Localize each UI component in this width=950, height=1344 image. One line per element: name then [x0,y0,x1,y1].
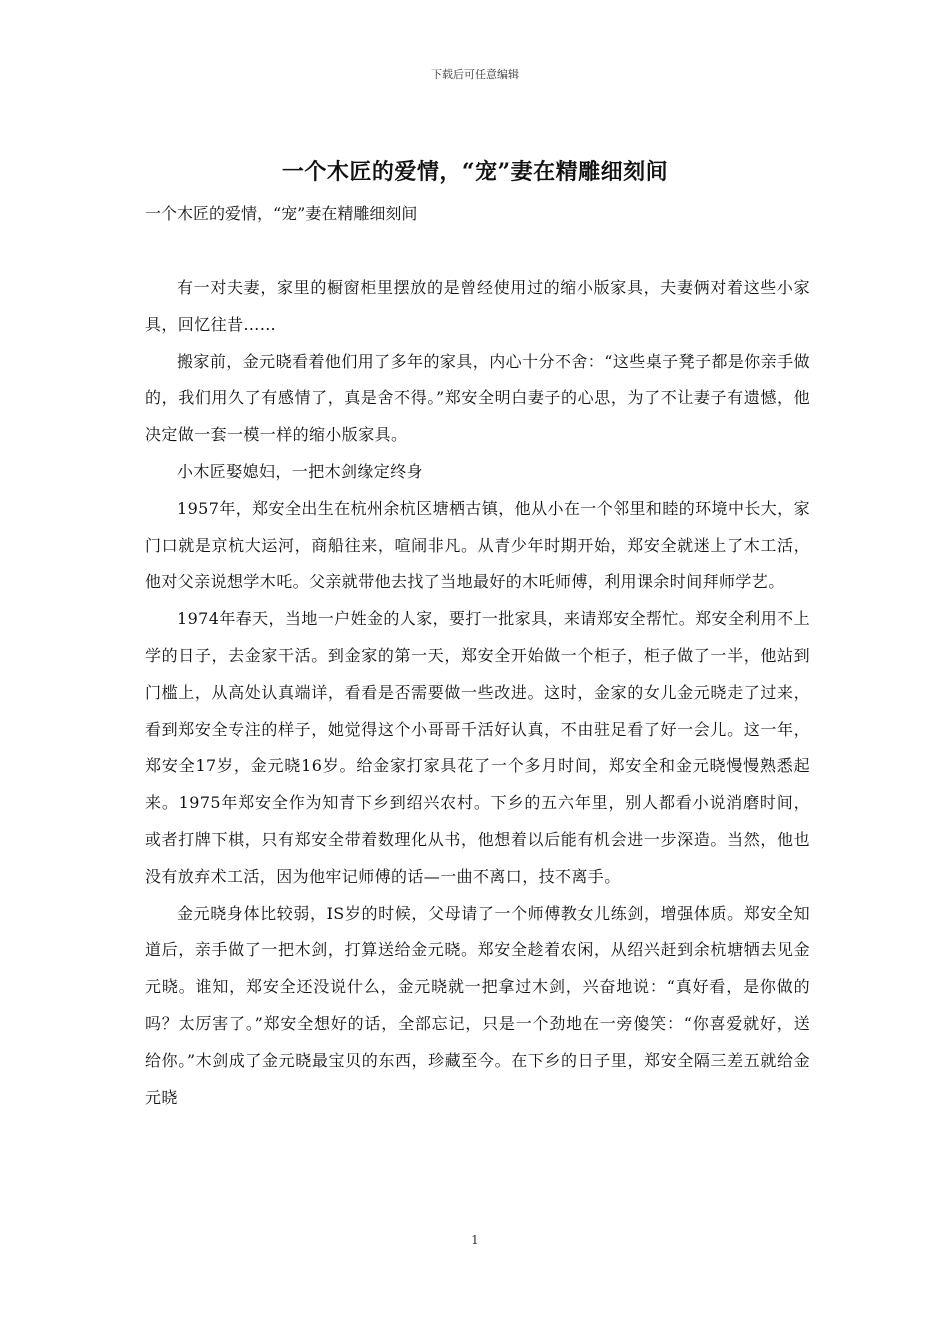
document-body [145,270,810,1116]
paragraph: 有一对夫妻，家里的橱窗柜里摆放的是曾经使用过的缩小版家具，夫妻俩对着这些小家具，回忆往昔…… [145,278,810,334]
paragraph: 金元晓身体比较弱，IS岁的时候，父母请了一个师傅教女儿练剑，增强体质。郑安全知道后，亲手做了一把木剑，打算送给金元晓。郑安全趁着农闲，从绍兴赶到余杭塘牺去见金元晓。谁知，郑安全还没说什么，金元晓就一把拿过木剑，兴奋地说：“真好看，是你做的吗？太厉害了。”郑安全想好的话，全部忘记，只是一个劲地在一旁傻笑：“你喜爱就好，送给你。”木剑成了金元晓最宝贝的东西，珍藏至今。在下乡的日子里，郑安全隔三差五就给金元晓 [145,903,810,1107]
document-subtitle: 一个木匠的爱情，“宠”妻在精雕细刻间 [145,204,418,223]
section-heading: 小木匠娶媳妇，一把木剑缘定终身 [177,461,424,481]
page-number: 1 [471,1233,479,1247]
page-header: 下载后可任意编辑 [431,68,519,81]
paragraph: 1974年春天，当地一户姓金的人家，要打一批家具，来请郑安全帮忙。郑安全利用不上学的日子，去金家干活。到金家的第一天，郑安全开始做一个柜子，柜子做了一半，他站到门槛上，从高处认真端详，看看是否需要做一些改进。这时，金家的女儿金元晓走了过来，看到郑安全专注的样子，她觉得这个小哥哥千活好认真，不由驻足看了好一会儿。这一年，郑安全17岁，金元晓16岁。给金家打家具花了一个多月时间，郑安全和金元晓慢慢熟悉起来。1975年郑安全作为知青下乡到绍兴农村。下乡的五六年里，别人都看小说消磨时间，或者打牌下棋，只有郑安全带着数理化从书，他想着以后能有机会进一步深造。当然，他也没有放弃术工活，因为他牢记师傅的话—一曲不离口，技不离手。 [145,609,810,886]
paragraph: 1957年，郑安全出生在杭州余杭区塘栖古镇，他从小在一个邻里和睦的环境中长大，家门口就是京杭大运河，商船往来，喧闹非凡。从青少年时期开始，郑安全就迷上了木工活，他对父亲说想学木吒。父亲就带他去找了当地最好的木吒师傅，利用课余时间拜师学艺。 [145,498,810,592]
paragraph: 搬家前，金元晓看着他们用了多年的家具，内心十分不舍：“这些桌子凳子都是你亲手做的，我们用久了有感情了，真是舍不得。”郑安全明白妻子的心思，为了不让妻子有遗憾，他决定做一套一模一样的缩小版家具。 [145,351,810,445]
document-title: 一个木匠的爱情，“宠”妻在精雕细刻间 [281,159,669,185]
